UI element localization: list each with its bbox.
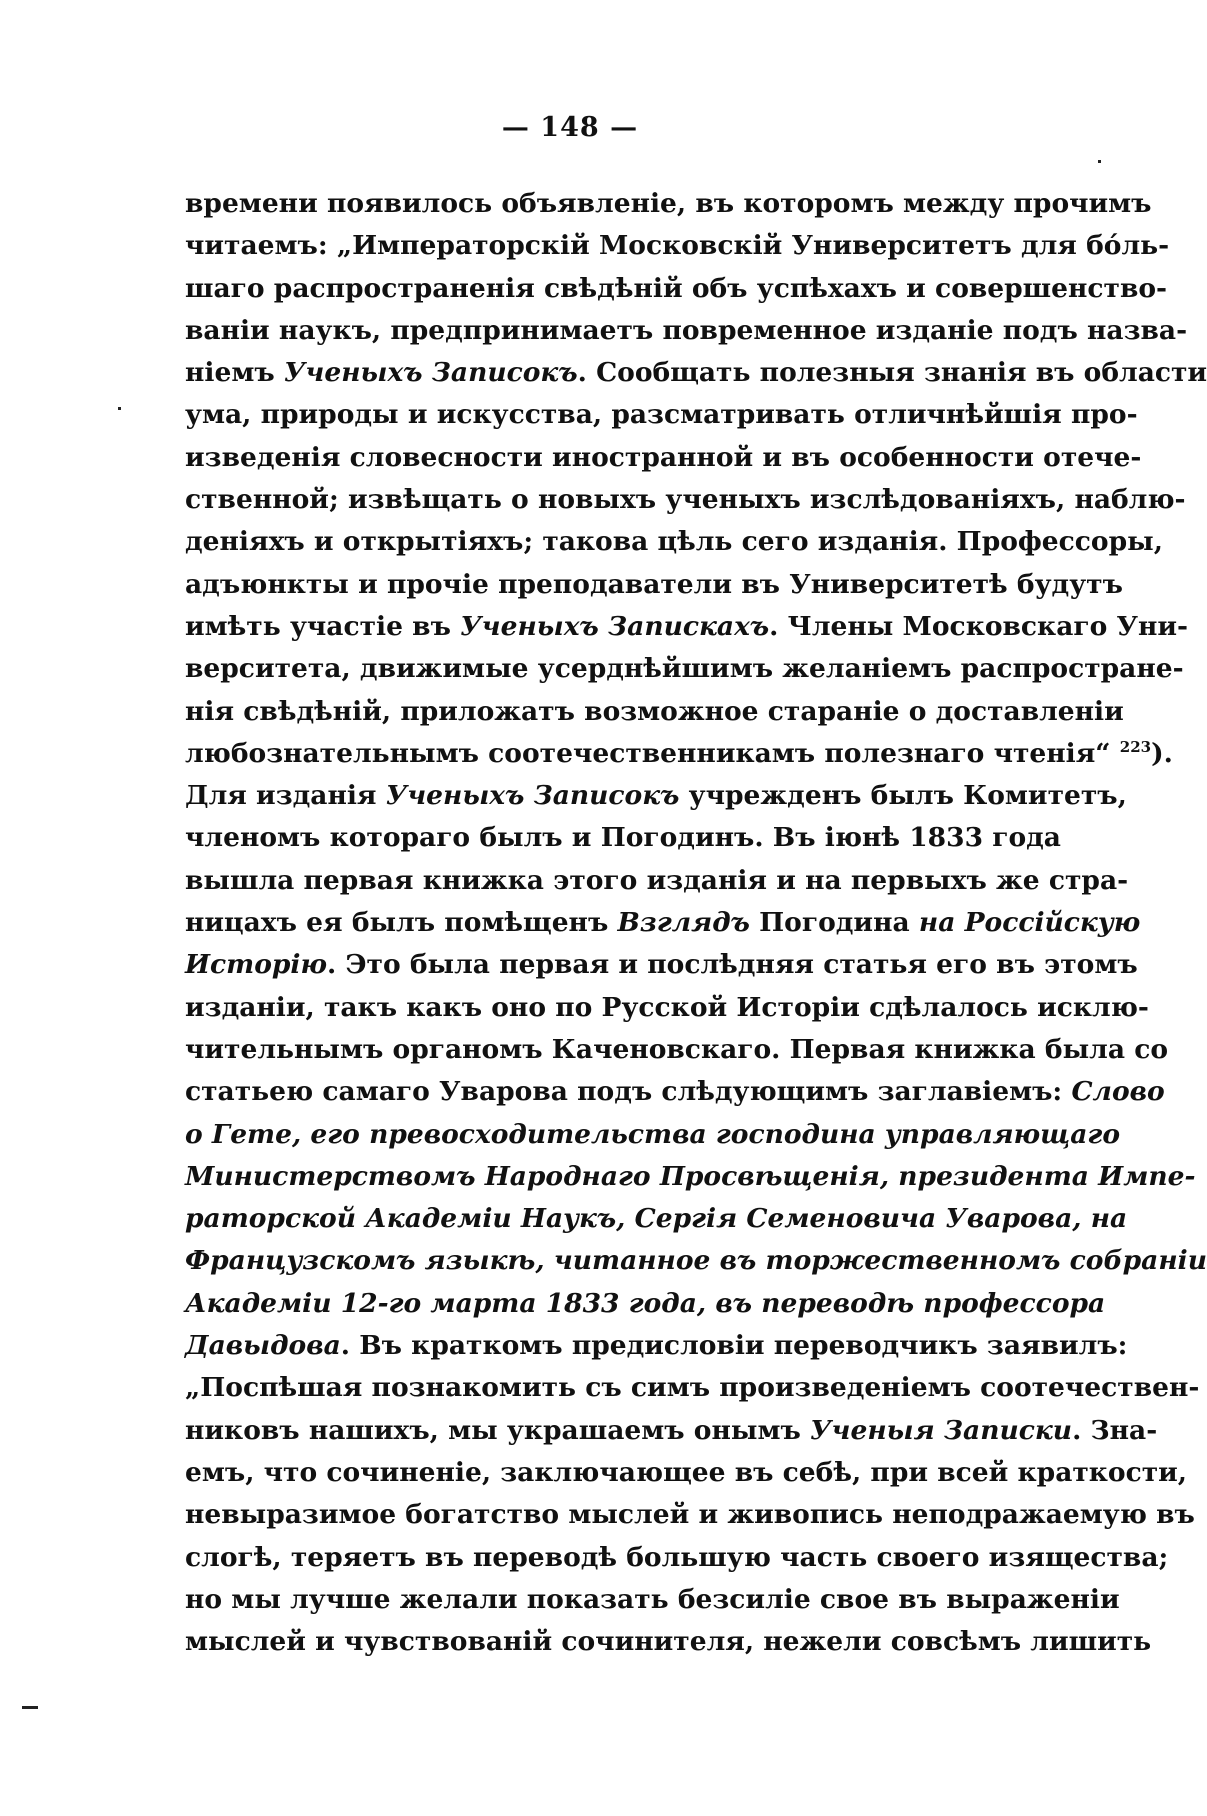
- text-span: . Въ краткомъ предисловіи переводчикъ заявилъ:: [340, 1330, 1128, 1362]
- text-line: нія свѣдѣній, приложатъ возможное стараніе о доставленіи: [185, 695, 1124, 727]
- text-span: ницахъ ея былъ помѣщенъ: [185, 907, 618, 939]
- text-line: изведенія словесности иностранной и въ особенности отече-: [185, 441, 1142, 473]
- scan-margin-mark: [22, 1706, 38, 1709]
- text-span: . Это была первая и послѣдняя статья его въ этомъ: [327, 949, 1138, 981]
- text-line: ваніи наукъ, предпринимаетъ повременное изданіе подъ назва-: [185, 314, 1188, 346]
- text-line: [185, 1325, 1128, 1367]
- text-line: раторской Академіи Наукъ, Сергія Семеновича Уварова, на: [185, 1203, 1128, 1235]
- text-line: изданіи, такъ какъ оно по Русской Исторіи сдѣлалось исклю-: [185, 991, 1149, 1023]
- text-line: [185, 1410, 1158, 1452]
- text-span: ).: [1151, 737, 1173, 769]
- text-line: [185, 606, 1189, 648]
- text-span: статьею самаго Уварова подъ слѣдующимъ заглавіемъ:: [185, 1076, 1072, 1108]
- text-line: емъ, что сочиненіе, заключающее въ себѣ, при всей краткости,: [185, 1456, 1188, 1488]
- italic-title: Давыдова: [185, 1330, 341, 1362]
- text-line: верситета, движимые усерднѣйшимъ желаніемъ распростране-: [185, 653, 1184, 685]
- text-span: любознательнымъ соотечественникамъ полезнаго чтенія“: [185, 737, 1120, 769]
- text-line: членомъ котораго былъ и Погодинъ. Въ іюнѣ 1833 года: [185, 822, 1061, 854]
- italic-title: Исторію: [185, 949, 328, 981]
- text-line: о Гете, его превосходительства господина управляющаго: [185, 1118, 1120, 1150]
- page-number: — 148 —: [501, 112, 639, 143]
- text-span: . Сообщать полезныя знанія въ области: [577, 357, 1207, 389]
- text-span: . Члены Московскаго Уни-: [769, 610, 1189, 642]
- text-span: . Зна-: [1072, 1414, 1158, 1446]
- text-line: невыразимое богатство мыслей и живопись неподражаемую въ: [185, 1499, 1195, 1531]
- text-line: [185, 733, 1173, 775]
- text-line: вышла первая книжка этого изданія и на первыхъ же стра-: [185, 864, 1129, 896]
- text-line: [185, 944, 1138, 986]
- italic-title: Взглядъ: [617, 907, 750, 939]
- text-line: деніяхъ и открытіяхъ; такова цѣль сего изданія. Профессоры,: [185, 526, 1163, 558]
- scan-speck: [118, 407, 121, 410]
- text-line: Министерствомъ Народнаго Просвѣщенія, президента Импе-: [185, 1160, 1196, 1192]
- text-line: времени появилось объявленіе, въ которомъ между прочимъ: [185, 188, 1152, 219]
- text-line: слогѣ, теряетъ въ переводѣ большую часть своего изящества;: [185, 1541, 1169, 1573]
- text-line: „Поспѣшая познакомить съ симъ произведеніемъ соотечествен-: [185, 1372, 1200, 1404]
- text-line: [185, 1071, 1165, 1113]
- text-span: никовъ нашихъ, мы украшаемъ онымъ: [185, 1414, 811, 1446]
- text-line: Французскомъ языкѣ, читанное въ торжественномъ собраніи: [185, 1245, 1207, 1277]
- text-span: имѣть участіе въ: [185, 610, 461, 642]
- text-line: чительнымъ органомъ Каченовскаго. Первая книжка была со: [185, 1033, 1169, 1065]
- italic-title: Ученыхъ Записокъ: [283, 357, 578, 389]
- text-line: читаемъ: „Императорскій Московскій Университетъ для бóль-: [185, 230, 1170, 262]
- text-line: ума, природы и искусства, разсматривать отличнѣйшія про-: [185, 399, 1138, 431]
- text-span: Погодина: [749, 907, 919, 939]
- scan-speck: [1098, 160, 1101, 163]
- text-line: адъюнкты и прочіе преподаватели въ Университетѣ будутъ: [185, 568, 1123, 600]
- text-line: мыслей и чувствованій сочинителя, нежели совсѣмъ лишить: [185, 1626, 1152, 1658]
- italic-title: на Россійскую: [918, 907, 1141, 939]
- italic-title: Ученыя Записки: [810, 1414, 1073, 1446]
- text-line: [185, 352, 1207, 394]
- italic-title: Ученыхъ Записокъ: [385, 780, 680, 812]
- text-span: Для изданія: [185, 780, 386, 812]
- text-line: шаго распространенія свѣдѣній объ успѣхахъ и совершенство-: [185, 272, 1168, 304]
- text-line: Академіи 12-го марта 1833 года, въ переводѣ профессора: [185, 1287, 1106, 1319]
- text-line: [185, 902, 1141, 944]
- text-line: но мы лучше желали показать безсиліе свое въ выраженіи: [185, 1583, 1120, 1615]
- italic-title: Слово: [1071, 1076, 1165, 1108]
- text-line: ственной; извѣщать о новыхъ ученыхъ изслѣдованіяхъ, наблю-: [185, 484, 1186, 516]
- text-span: учрежденъ былъ Комитетъ,: [679, 780, 1127, 812]
- text-span: ніемъ: [185, 357, 284, 389]
- body-text: [185, 183, 1207, 1663]
- italic-title: Ученыхъ Запискахъ: [460, 610, 770, 642]
- text-line: [185, 775, 1127, 817]
- footnote-ref: 223: [1119, 738, 1152, 757]
